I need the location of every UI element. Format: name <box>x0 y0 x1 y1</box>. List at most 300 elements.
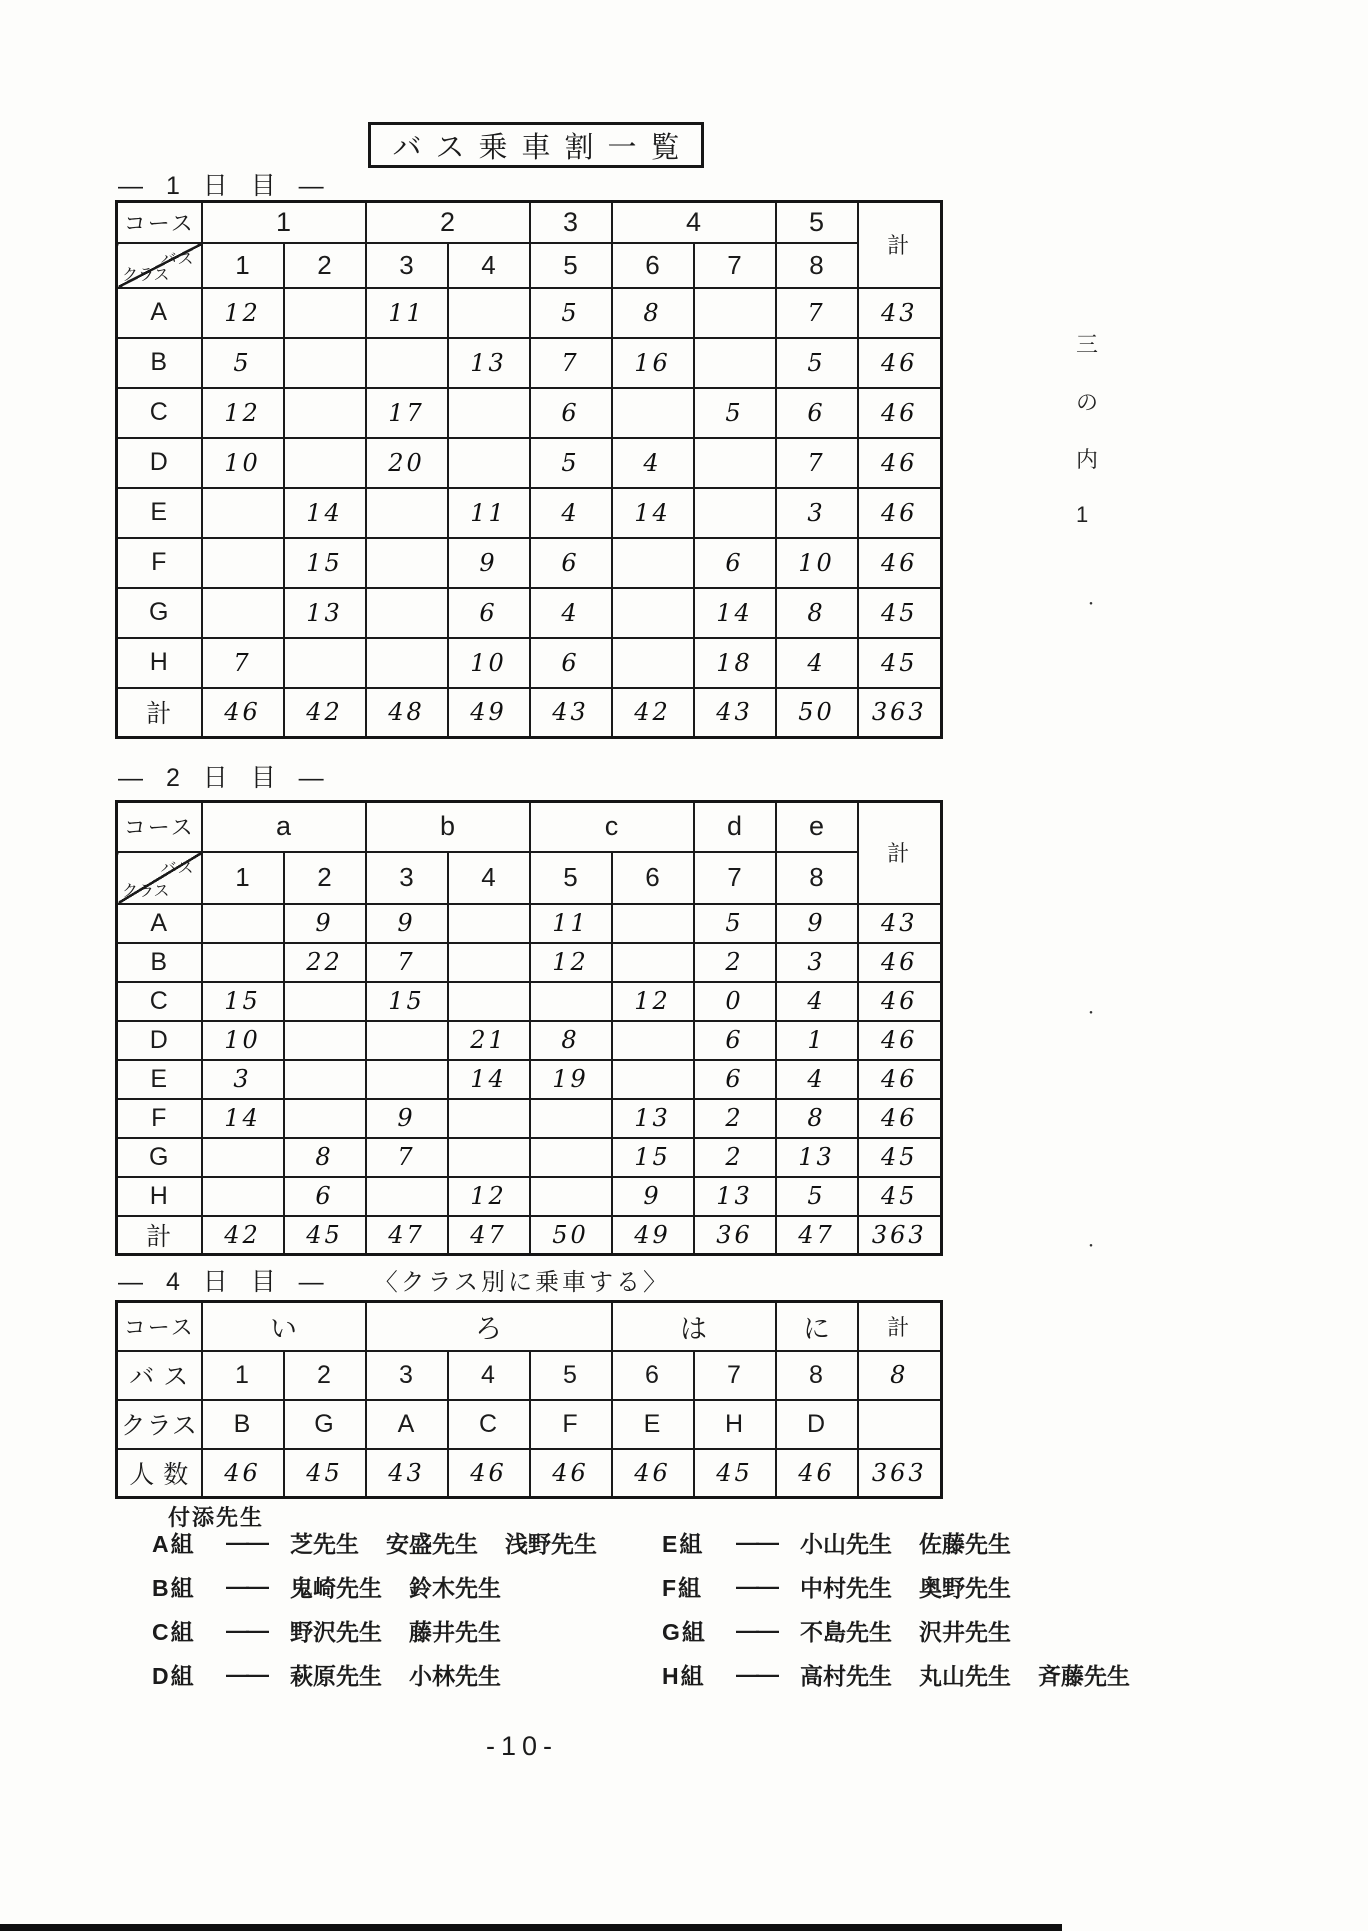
data-cell: 47 <box>448 1216 530 1255</box>
data-cell: 7 <box>530 338 612 388</box>
data-cell: 8 <box>284 1138 366 1177</box>
table-row <box>117 1351 942 1400</box>
data-cell: 6 <box>448 588 530 638</box>
data-cell: 10 <box>202 1021 284 1060</box>
table-row <box>117 538 942 588</box>
data-cell: 7 <box>202 638 284 688</box>
row-total-cell: 363 <box>858 1449 942 1498</box>
data-cell <box>530 1138 612 1177</box>
table-row <box>117 1449 942 1498</box>
table-row <box>117 1177 942 1216</box>
data-cell: 5 <box>530 288 612 338</box>
data-cell: 9 <box>366 904 448 943</box>
data-cell: 7 <box>776 438 858 488</box>
data-cell: 36 <box>694 1216 776 1255</box>
bus-number-header: 4 <box>448 243 530 288</box>
data-cell <box>202 1177 284 1216</box>
data-cell: 15 <box>284 538 366 588</box>
data-cell <box>366 538 448 588</box>
row-label: A <box>117 288 202 338</box>
table-row <box>117 338 942 388</box>
data-cell: 18 <box>694 638 776 688</box>
dash-separator: —— <box>736 1660 776 1687</box>
data-cell: 12 <box>448 1177 530 1216</box>
data-cell <box>448 1099 530 1138</box>
bus-number-header: 7 <box>694 852 776 904</box>
teacher-name: 鬼崎先生 <box>290 1574 382 1601</box>
data-cell <box>284 438 366 488</box>
data-cell: 13 <box>694 1177 776 1216</box>
totals-row <box>117 1216 942 1255</box>
data-cell: 12 <box>612 982 694 1021</box>
table-row <box>117 1021 942 1060</box>
day4-bus-assignment-table <box>115 1300 943 1499</box>
total-column-header: 計 <box>858 202 942 288</box>
teacher-name: 高村先生 <box>800 1662 892 1689</box>
data-cell: 5 <box>694 388 776 438</box>
data-cell: 4 <box>776 1060 858 1099</box>
table-row <box>117 288 942 338</box>
data-cell: 5 <box>530 1351 612 1400</box>
row-label: H <box>117 1177 202 1216</box>
data-cell: 49 <box>448 688 530 738</box>
row-label: C <box>117 982 202 1021</box>
teacher-name: 浅野先生 <box>505 1530 597 1557</box>
data-cell: 46 <box>776 1449 858 1498</box>
data-cell: 8 <box>776 1099 858 1138</box>
data-cell: 47 <box>366 1216 448 1255</box>
table-row <box>117 943 942 982</box>
data-cell <box>612 904 694 943</box>
row-label: F <box>117 1099 202 1138</box>
row-total-cell: 46 <box>858 538 942 588</box>
teacher-name: 萩原先生 <box>290 1662 382 1689</box>
data-cell: 8 <box>776 1351 858 1400</box>
data-cell: 9 <box>776 904 858 943</box>
data-cell: 7 <box>776 288 858 338</box>
row-total-cell: 46 <box>858 438 942 488</box>
data-cell: 14 <box>284 488 366 538</box>
data-cell <box>448 388 530 438</box>
teacher-group-label: B組 <box>152 1574 196 1601</box>
row-total-cell: 8 <box>858 1351 942 1400</box>
data-cell: 16 <box>612 338 694 388</box>
data-cell: 5 <box>202 338 284 388</box>
data-cell: 4 <box>776 638 858 688</box>
data-cell <box>366 338 448 388</box>
course-name: c <box>530 802 694 852</box>
data-cell: 6 <box>530 388 612 438</box>
day1-section-label: — 1 日 目 — <box>118 172 332 200</box>
data-cell: 13 <box>448 338 530 388</box>
data-cell: 50 <box>530 1216 612 1255</box>
teacher-name: 不島先生 <box>800 1618 892 1645</box>
data-cell: 6 <box>530 638 612 688</box>
data-cell: 12 <box>202 388 284 438</box>
data-cell <box>202 538 284 588</box>
teacher-group-label: A組 <box>152 1530 196 1557</box>
table-row <box>117 1099 942 1138</box>
data-cell: 17 <box>366 388 448 438</box>
data-cell: 45 <box>694 1449 776 1498</box>
dash-separator: —— <box>736 1572 776 1599</box>
data-cell: C <box>448 1400 530 1449</box>
row-label: D <box>117 1021 202 1060</box>
course-row-label: コース <box>117 1302 202 1351</box>
row-total-cell: 46 <box>858 488 942 538</box>
row-label: 計 <box>117 688 202 738</box>
table-row <box>117 488 942 538</box>
course-name: 5 <box>776 202 858 243</box>
teacher-group-row <box>662 1526 1157 1558</box>
data-cell: 3 <box>776 488 858 538</box>
data-cell: D <box>776 1400 858 1449</box>
data-cell <box>366 1021 448 1060</box>
data-cell: 13 <box>776 1138 858 1177</box>
teacher-name: 安盛先生 <box>386 1530 478 1557</box>
data-cell <box>202 488 284 538</box>
course-name: d <box>694 802 776 852</box>
day1-bus-assignment-table <box>115 200 943 739</box>
course-name: に <box>776 1302 858 1351</box>
data-cell: 12 <box>202 288 284 338</box>
data-cell: 19 <box>530 1060 612 1099</box>
data-cell <box>530 1099 612 1138</box>
data-cell: E <box>612 1400 694 1449</box>
data-cell: 43 <box>366 1449 448 1498</box>
row-label: H <box>117 638 202 688</box>
data-cell: 10 <box>202 438 284 488</box>
teachers-heading: 付添先生 <box>168 1505 265 1530</box>
row-label: バ ス <box>117 1351 202 1400</box>
row-label: D <box>117 438 202 488</box>
data-cell: 4 <box>530 588 612 638</box>
data-cell: 4 <box>612 438 694 488</box>
bus-number-header: 1 <box>202 852 284 904</box>
course-name: b <box>366 802 530 852</box>
data-cell: 1 <box>202 1351 284 1400</box>
data-cell: 45 <box>284 1216 366 1255</box>
row-label: G <box>117 1138 202 1177</box>
bus-number-header: 3 <box>366 243 448 288</box>
teachers-right-column <box>662 1526 1157 1690</box>
data-cell: 49 <box>612 1216 694 1255</box>
data-cell: 13 <box>612 1099 694 1138</box>
data-cell: 13 <box>284 588 366 638</box>
table-row <box>117 1138 942 1177</box>
teacher-name: 鈴木先生 <box>409 1574 501 1601</box>
corner-class-label: クラス <box>122 882 170 900</box>
course-name: い <box>202 1302 366 1351</box>
row-total-cell: 46 <box>858 388 942 438</box>
course-row-label: コース <box>117 802 202 852</box>
bus-number-header: 6 <box>612 243 694 288</box>
data-cell: 2 <box>694 943 776 982</box>
data-cell: 8 <box>612 288 694 338</box>
data-cell: 7 <box>366 943 448 982</box>
table-row <box>117 588 942 638</box>
page-title: バス乗車割一覧 <box>368 122 704 168</box>
data-cell: 4 <box>448 1351 530 1400</box>
data-cell <box>284 388 366 438</box>
data-cell: 7 <box>366 1138 448 1177</box>
table-row <box>117 1400 942 1449</box>
bus-number-header: 2 <box>284 852 366 904</box>
data-cell <box>694 338 776 388</box>
data-cell: 3 <box>202 1060 284 1099</box>
row-total-cell: 45 <box>858 1138 942 1177</box>
data-cell: B <box>202 1400 284 1449</box>
data-cell <box>694 488 776 538</box>
row-total-cell: 43 <box>858 288 942 338</box>
data-cell: 42 <box>202 1216 284 1255</box>
data-cell: 45 <box>284 1449 366 1498</box>
course-name: a <box>202 802 366 852</box>
data-cell: 2 <box>694 1138 776 1177</box>
table-row <box>117 1060 942 1099</box>
row-label: C <box>117 388 202 438</box>
table-row <box>117 438 942 488</box>
data-cell: 10 <box>448 638 530 688</box>
corner-class-label: クラス <box>122 266 170 284</box>
data-cell: 9 <box>284 904 366 943</box>
row-total-cell: 363 <box>858 1216 942 1255</box>
data-cell <box>612 1060 694 1099</box>
table-row <box>117 982 942 1021</box>
totals-row <box>117 688 942 738</box>
bus-class-corner-cell <box>117 243 202 288</box>
data-cell: 22 <box>284 943 366 982</box>
data-cell <box>530 982 612 1021</box>
row-total-cell: 46 <box>858 338 942 388</box>
row-label: 計 <box>117 1216 202 1255</box>
data-cell: 42 <box>612 688 694 738</box>
row-total-cell: 43 <box>858 904 942 943</box>
data-cell: 11 <box>448 488 530 538</box>
bus-number-header: 6 <box>612 852 694 904</box>
data-cell: 46 <box>612 1449 694 1498</box>
teacher-name: 野沢先生 <box>290 1618 382 1645</box>
margin-mark: ・ <box>1084 1238 1098 1254</box>
row-label: G <box>117 588 202 638</box>
corner-bus-label: バス <box>160 859 195 877</box>
bus-number-header: 2 <box>284 243 366 288</box>
course-name: e <box>776 802 858 852</box>
teacher-name: 奥野先生 <box>919 1574 1011 1601</box>
data-cell: 6 <box>694 1060 776 1099</box>
data-cell: 6 <box>530 538 612 588</box>
teacher-group-row <box>152 1614 624 1646</box>
teacher-group-label: D組 <box>152 1662 196 1689</box>
bus-number-header: 1 <box>202 243 284 288</box>
data-cell <box>366 1177 448 1216</box>
teacher-name: 芝先生 <box>290 1530 359 1557</box>
data-cell: 46 <box>202 688 284 738</box>
data-cell: 6 <box>284 1177 366 1216</box>
data-cell <box>284 982 366 1021</box>
data-cell: 0 <box>694 982 776 1021</box>
row-label: F <box>117 538 202 588</box>
bus-number-header: 5 <box>530 852 612 904</box>
teacher-name: 丸山先生 <box>919 1662 1011 1689</box>
data-cell <box>366 588 448 638</box>
data-cell <box>202 904 284 943</box>
teachers-left-column <box>152 1526 624 1690</box>
teacher-group-row <box>662 1614 1157 1646</box>
table-row <box>117 388 942 438</box>
data-cell: 5 <box>776 1177 858 1216</box>
data-cell <box>612 588 694 638</box>
row-total-cell: 45 <box>858 1177 942 1216</box>
data-cell <box>448 1138 530 1177</box>
teacher-group-label: G組 <box>662 1618 707 1645</box>
data-cell: A <box>366 1400 448 1449</box>
teacher-group-row <box>662 1570 1157 1602</box>
data-cell: 43 <box>694 688 776 738</box>
data-cell: 14 <box>612 488 694 538</box>
row-total-cell: 46 <box>858 1060 942 1099</box>
data-cell <box>448 982 530 1021</box>
row-total-cell <box>858 1400 942 1449</box>
day4-section-label-text: — 4 日 目 — <box>118 1268 332 1296</box>
data-cell <box>612 388 694 438</box>
teacher-name: 藤井先生 <box>409 1618 501 1645</box>
bus-number-header: 5 <box>530 243 612 288</box>
row-total-cell: 46 <box>858 982 942 1021</box>
bus-number-header: 8 <box>776 243 858 288</box>
data-cell: 7 <box>694 1351 776 1400</box>
data-cell <box>694 288 776 338</box>
row-label: クラス <box>117 1400 202 1449</box>
margin-mark: 1 <box>1076 502 1089 527</box>
data-cell: 4 <box>776 982 858 1021</box>
data-cell: 15 <box>366 982 448 1021</box>
data-cell: 47 <box>776 1216 858 1255</box>
data-cell <box>284 638 366 688</box>
teacher-name: 沢井先生 <box>919 1618 1011 1645</box>
page-number: -10- <box>486 1731 559 1761</box>
teacher-name: 中村先生 <box>800 1574 892 1601</box>
data-cell: 9 <box>448 538 530 588</box>
data-cell: 5 <box>530 438 612 488</box>
row-total-cell: 45 <box>858 588 942 638</box>
data-cell <box>448 904 530 943</box>
corner-bus-label: バス <box>160 250 195 268</box>
row-total-cell: 46 <box>858 1099 942 1138</box>
data-cell <box>284 1060 366 1099</box>
data-cell: 20 <box>366 438 448 488</box>
data-cell <box>202 588 284 638</box>
data-cell: 43 <box>530 688 612 738</box>
data-cell: 11 <box>530 904 612 943</box>
data-cell <box>612 538 694 588</box>
data-cell: F <box>530 1400 612 1449</box>
course-row-label: コース <box>117 202 202 243</box>
data-cell: 2 <box>284 1351 366 1400</box>
data-cell: 11 <box>366 288 448 338</box>
margin-mark: 内 <box>1076 447 1099 472</box>
data-cell: 9 <box>612 1177 694 1216</box>
data-cell: 15 <box>202 982 284 1021</box>
margin-mark: の <box>1076 390 1099 415</box>
teacher-group-row <box>152 1526 624 1558</box>
course-name: ろ <box>366 1302 612 1351</box>
dash-separator: —— <box>226 1660 266 1687</box>
data-cell <box>284 1021 366 1060</box>
data-cell <box>202 943 284 982</box>
data-cell <box>448 438 530 488</box>
teacher-name: 斉藤先生 <box>1038 1662 1130 1689</box>
teacher-group-row <box>662 1658 1157 1690</box>
data-cell: 50 <box>776 688 858 738</box>
data-cell <box>612 1021 694 1060</box>
data-cell: 9 <box>366 1099 448 1138</box>
table-row <box>117 638 942 688</box>
data-cell: 46 <box>530 1449 612 1498</box>
row-label: A <box>117 904 202 943</box>
bus-class-corner-cell <box>117 852 202 904</box>
day2-section-label: — 2 日 目 — <box>118 764 332 792</box>
data-cell: 8 <box>776 588 858 638</box>
teacher-name: 佐藤先生 <box>919 1530 1011 1557</box>
data-cell <box>530 1177 612 1216</box>
data-cell <box>612 943 694 982</box>
data-cell: 6 <box>694 1021 776 1060</box>
data-cell: 46 <box>448 1449 530 1498</box>
dash-separator: —— <box>226 1616 266 1643</box>
row-label: E <box>117 488 202 538</box>
data-cell <box>694 438 776 488</box>
bus-number-header: 8 <box>776 852 858 904</box>
teacher-group-row <box>152 1570 624 1602</box>
dash-separator: —— <box>226 1528 266 1555</box>
data-cell: 2 <box>694 1099 776 1138</box>
margin-mark: ・ <box>1084 596 1098 612</box>
data-cell <box>366 638 448 688</box>
bus-number-header: 3 <box>366 852 448 904</box>
row-label: 人 数 <box>117 1449 202 1498</box>
teacher-group-label: C組 <box>152 1618 196 1645</box>
bus-number-header: 4 <box>448 852 530 904</box>
total-column-header: 計 <box>858 802 942 904</box>
day2-bus-assignment-table <box>115 800 943 1256</box>
data-cell: 3 <box>366 1351 448 1400</box>
dash-separator: —— <box>226 1572 266 1599</box>
row-total-cell: 46 <box>858 943 942 982</box>
scan-edge-bar <box>0 1924 1062 1931</box>
teacher-group-label: E組 <box>662 1530 705 1557</box>
data-cell <box>448 288 530 338</box>
data-cell: 12 <box>530 943 612 982</box>
data-cell: 6 <box>694 538 776 588</box>
data-cell: 5 <box>776 338 858 388</box>
margin-mark: 三 <box>1076 332 1099 357</box>
day4-section-label <box>118 1262 670 1298</box>
data-cell: 8 <box>530 1021 612 1060</box>
teacher-name: 小山先生 <box>800 1530 892 1557</box>
data-cell <box>612 638 694 688</box>
data-cell: H <box>694 1400 776 1449</box>
bus-number-header: 7 <box>694 243 776 288</box>
table-row <box>117 904 942 943</box>
row-label: B <box>117 943 202 982</box>
dash-separator: —— <box>736 1528 776 1555</box>
data-cell: 48 <box>366 688 448 738</box>
row-label: B <box>117 338 202 388</box>
data-cell: 42 <box>284 688 366 738</box>
margin-mark: ・ <box>1084 1005 1098 1021</box>
data-cell: 5 <box>694 904 776 943</box>
